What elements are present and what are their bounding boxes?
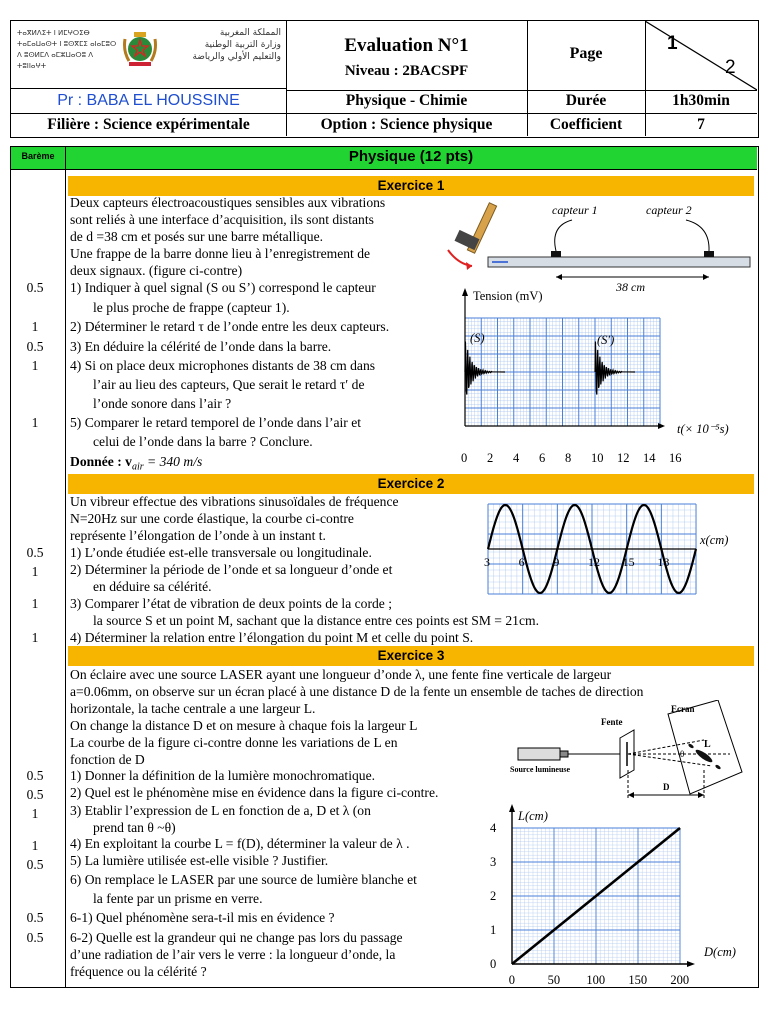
ex1-q2: 2) Déterminer le retard τ de l’onde entre les deux capteurs. <box>70 319 390 334</box>
option: Option : Science physique <box>320 116 493 133</box>
bareme-ex1-q1: 0.5 <box>26 280 44 295</box>
ex1-oscillogram <box>455 286 755 468</box>
label-distance: 38 cm <box>616 280 645 294</box>
osc-xtick-10: 10 <box>591 451 604 465</box>
label-theta: θ <box>680 749 685 759</box>
ex3-q6-1: 6-1) Quel phénomène sera-t-il mis en évidence ? <box>70 910 335 925</box>
osc-xtick-4: 4 <box>513 451 520 465</box>
label-source: Source lumineuse <box>510 765 571 774</box>
bareme-ex3-q3: 1 <box>31 806 39 821</box>
ex3-q6-2-cont: d’une radiation de l’air vers le verre : la longueur d’onde, la <box>70 947 396 962</box>
ministry-arabic: المملكة المغربية وزارة التربية الوطنية والتعليم الأولي والرياضة <box>192 28 281 62</box>
ex3-intro-2: a=0.06mm, on observe sur un écran placé à une distance D de la fente un ensemble de taches de direction <box>70 684 644 699</box>
ex1-q1-cont: le plus proche de frappe (capteur 1). <box>93 300 290 315</box>
label-L: L <box>704 739 711 750</box>
ministry-tifinagh: ⵜⴰⴳⵍⴷⵉⵜ ⵏ ⵍⵎⵖⵔⵉⴱ ⵜⴰⵎⴰⵡⴰⵙⵜ ⵏ ⵓⵙⴳⵎⵉ ⴰⵏⴰⵎⵓⵔ ⴷ ⵓⵙⵍⵎⴷ ⴰⵎⵣⵡⴰⵔⵓ ⴷ ⵜⵓⵏⵏⴰⵖⵜ <box>17 29 117 70</box>
bareme-ex1-q5: 1 <box>31 415 39 430</box>
bareme-ex1-q4: 1 <box>31 358 39 373</box>
osc-xtick-8: 8 <box>565 451 572 465</box>
osc-xlabel: t(× 10⁻⁵s) <box>677 422 729 436</box>
ex2-wave-figure <box>480 498 754 600</box>
coef-value: 7 <box>697 116 705 133</box>
ex2-q4: 4) Déterminer la relation entre l’élongation du point M et celle du point S. <box>70 630 474 645</box>
ex3-q3: 3) Etablir l’expression de L en fonction de a, D et λ (on <box>70 803 371 818</box>
section-title: Physique (12 pts) <box>348 148 474 165</box>
osc-xtick-12: 12 <box>617 451 630 465</box>
hammer-icon <box>454 203 496 254</box>
ex3-q6-2-cont2: fréquence ou la célérité ? <box>70 964 207 979</box>
label-capteur-1: capteur 1 <box>552 203 598 217</box>
ex2-q2: 2) Déterminer la période de l’onde et sa longueur d’onde et <box>70 562 393 577</box>
ex3-q6-2: 6-2) Quelle est la grandeur qui ne change pas lors du passage <box>70 930 403 945</box>
chart-xtick-0: 0 <box>508 973 516 987</box>
teacher-name: Pr : BABA EL HOUSSINE <box>57 92 240 109</box>
ex1-intro-1: Deux capteurs électroacoustiques sensibles aux vibrations <box>70 195 386 210</box>
bareme-ex3-q2: 0.5 <box>26 787 44 802</box>
subject: Physique - Chimie <box>345 92 468 109</box>
ex1-donnee: Donnée : $v_{air} = 340$ m/s <box>70 454 203 473</box>
page-label: Page <box>569 45 603 62</box>
wave-xlabel: x(cm) <box>700 533 729 547</box>
signal-s-trace <box>465 342 505 395</box>
bareme-ex2-q1: 0.5 <box>26 545 44 560</box>
label-D: D <box>663 782 670 792</box>
label-ecran: Ecran <box>671 704 695 714</box>
wave-xtick-18: 18 <box>657 555 670 569</box>
moroccan-emblem <box>119 29 161 69</box>
bareme-ex2-q4: 1 <box>31 630 39 645</box>
ex1-intro-4: Une frappe de la barre donne lieu à l’enregistrement de <box>70 246 371 261</box>
ex3-intro-4: On change la distance D et on mesure à chaque fois la largeur L <box>70 718 418 733</box>
ex3-q2: 2) Quel est le phénomène mise en évidence dans la figure ci-contre. <box>70 785 439 800</box>
ex3-q6: 6) On remplace le LASER par une source de lumière blanche et <box>70 872 417 887</box>
ex1-q5: 5) Comparer le retard temporel de l’onde dans l’air et <box>70 415 362 430</box>
ex3-q1: 1) Donner la définition de la lumière monochromatique. <box>70 768 376 783</box>
ex1-intro-3: de d =38 cm et posés sur une barre métallique. <box>70 229 324 244</box>
signal-s-label: (S) <box>470 331 485 345</box>
ex2-q3-cont: la source S et un point M, sachant que la distance entre ces points est SM = 21cm. <box>93 613 539 628</box>
chart-xtick-50: 50 <box>547 973 561 987</box>
page-number: 1 <box>667 33 678 54</box>
chart-ylabel: L(cm) <box>518 809 548 823</box>
ex1-q1: 1) Indiquer à quel signal (S ou S’) correspond le capteur <box>70 280 376 295</box>
ex2-q1: 1) L’onde étudiée est-elle transversale ou longitudinale. <box>70 545 372 560</box>
osc-xtick-16: 16 <box>669 451 682 465</box>
page-total: 2 <box>725 57 736 78</box>
exercise-1-title: Exercice 1 <box>68 176 754 196</box>
ex1-q4-cont2: l’onde sonore dans l’air ? <box>93 396 232 411</box>
ex2-intro-3: représente l’élongation de l’onde à un instant t. <box>70 528 326 543</box>
osc-xtick-2: 2 <box>487 451 494 465</box>
ex3-intro-5: La courbe de la figure ci-contre donne les variations de L en <box>70 735 398 750</box>
ex1-intro-5: deux signaux. (figure ci-contre) <box>70 263 243 278</box>
ex3-q6-cont: la fente par un prisme en verre. <box>93 891 263 906</box>
label-capteur-2: capteur 2 <box>646 203 692 217</box>
ex3-q4: 4) En exploitant la courbe L = f(D), déterminer la valeur de λ . <box>70 836 410 851</box>
duree-label: Durée <box>565 92 607 109</box>
ex1-q5-cont: celui de l’onde dans la barre ? Conclure. <box>93 434 313 449</box>
chart-ytick-3: 3 <box>490 855 497 869</box>
page-diagonal <box>645 21 757 90</box>
ex2-q3: 3) Comparer l’état de vibration de deux points de la corde ; <box>70 596 392 611</box>
signal-s-prime-label: (S′) <box>597 333 615 347</box>
eval-title: Evaluation N°1 <box>344 35 469 56</box>
ex2-intro-2: N=20Hz sur une corde élastique, la courbe ci-contre <box>70 511 354 526</box>
chart-ytick-0: 0 <box>490 957 497 971</box>
chart-xtick-200: 200 <box>670 973 690 987</box>
osc-xtick-0: 0 <box>461 451 468 465</box>
wave-xtick-3: 3 <box>484 555 490 569</box>
filiere: Filière : Science expérimentale <box>47 116 250 133</box>
chart-ytick-4: 4 <box>490 821 497 835</box>
ex1-apparatus-figure <box>440 198 754 294</box>
ex1-intro-2: sont reliés à une interface d’acquisition, ils sont distants <box>70 212 374 227</box>
bareme-label: Barème <box>21 151 55 161</box>
wave-xtick-9: 9 <box>553 555 560 569</box>
bareme-ex1-q3: 0.5 <box>26 339 44 354</box>
chart-xtick-150: 150 <box>628 973 648 987</box>
ex2-q2-cont: en déduire sa célérité. <box>93 579 212 594</box>
wave-xtick-12: 12 <box>588 555 601 569</box>
duree-value: 1h30min <box>672 92 730 109</box>
osc-ylabel: Tension (mV) <box>473 289 543 303</box>
wave-xtick-15: 15 <box>622 555 635 569</box>
bareme-ex3-q6-2: 0.5 <box>26 930 44 945</box>
ex2-intro-1: Un vibreur effectue des vibrations sinusoïdales de fréquence <box>70 494 399 509</box>
ex3-intro-6: fonction de D <box>70 752 145 767</box>
bareme-ex3-q6-1: 0.5 <box>26 910 44 925</box>
bareme-ex2-q3: 1 <box>31 596 39 611</box>
ex1-q3: 3) En déduire la célérité de l’onde dans la barre. <box>70 339 332 354</box>
ex3-intro-3: horizontale, la tache centrale a une largeur L. <box>70 701 316 716</box>
chart-xtick-100: 100 <box>586 973 606 987</box>
wave-xtick-6: 6 <box>518 555 525 569</box>
ex3-intro-1: On éclaire avec une source LASER ayant une longueur d’onde λ, une fente fine verticale de largeur <box>70 667 612 682</box>
chart-ytick-1: 1 <box>490 923 497 937</box>
ex3-chart <box>482 802 754 988</box>
coef-label: Coefficient <box>549 116 623 133</box>
exercise-2-title: Exercice 2 <box>68 474 754 494</box>
chart-ytick-2: 2 <box>490 889 497 903</box>
exam-header <box>10 20 759 138</box>
chart-xlabel: D(cm) <box>704 945 736 959</box>
ex3-q3-cont: prend tan θ ~θ) <box>93 820 176 835</box>
ex1-q4: 4) Si on place deux microphones distants de 38 cm dans <box>70 358 376 373</box>
bareme-ex3-q5: 0.5 <box>26 857 44 872</box>
signal-s-prime-trace <box>595 342 635 395</box>
osc-xtick-6: 6 <box>539 451 546 465</box>
diffraction-setup-figure <box>508 700 754 802</box>
ex3-q5: 5) La lumière utilisée est-elle visible ? Justifier. <box>70 853 329 868</box>
osc-xtick-14: 14 <box>643 451 656 465</box>
ex1-q4-cont: l’air au lieu des capteurs, Que serait le retard τ′ de <box>93 377 365 392</box>
label-fente: Fente <box>601 717 623 727</box>
bareme-ex3-q1: 0.5 <box>26 768 44 783</box>
level: Niveau : 2BACSPF <box>344 63 469 79</box>
bareme-ex2-q2: 1 <box>31 564 39 579</box>
bareme-ex3-q4: 1 <box>31 838 39 853</box>
exercise-3-title: Exercice 3 <box>68 646 754 666</box>
bareme-ex1-q2: 1 <box>31 319 39 334</box>
